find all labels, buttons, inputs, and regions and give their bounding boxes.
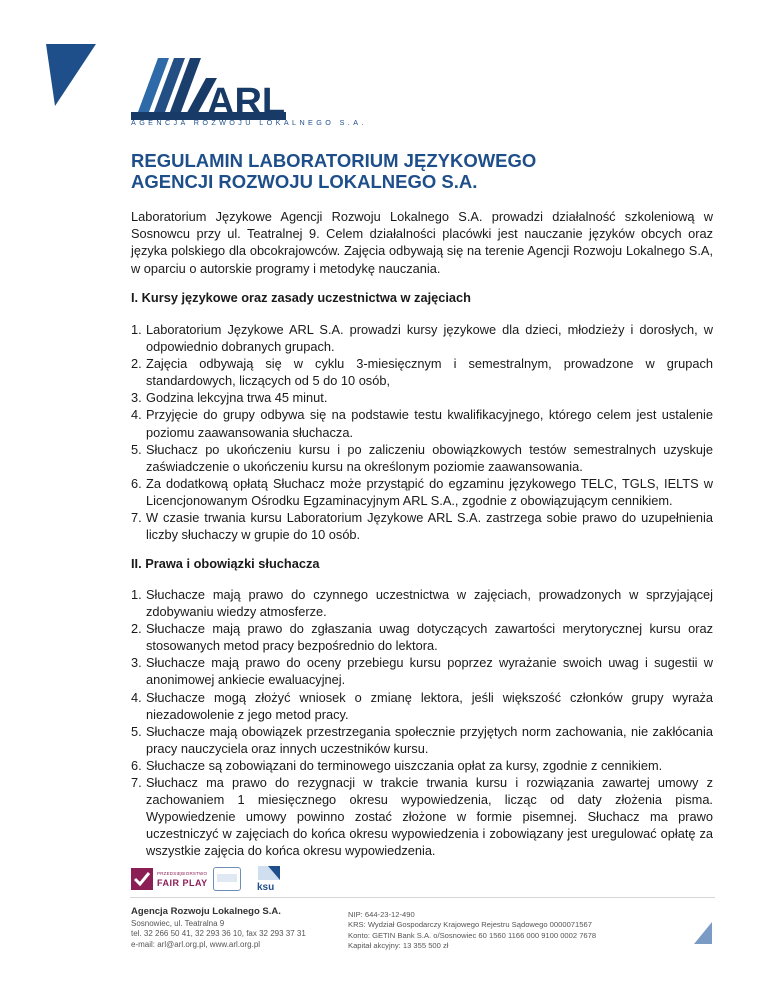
fair-play-label-small: PRZEDSIĘBIORSTWO xyxy=(157,871,208,876)
corner-triangle-decoration xyxy=(46,44,96,106)
list-item: 3. Słuchacze mają prawo do oceny przebiegu kursu poprzez wyrażanie swoich uwag i sugestii w anonimowej ankiecie ewaluacyjnej. xyxy=(131,655,713,688)
list-item: 5. Słuchacz po ukończeniu kursu i po zaliczeniu obowiązkowych testów semestralnych uzyskuje zaświadczenie o ukończeniu kursu na określonym poziomie zaawansowania. xyxy=(131,441,713,474)
list-item: 6. Za dodatkową opłatą Słuchacz może przystąpić do egzaminu językowego TELC, TGLS, IELTS w Licencjonowanym Ośrodku Egzaminacyjnym ARL S.A., zgodnie z obowiązującym cennikiem. xyxy=(131,475,713,508)
corner-triangle-decoration-bottom xyxy=(694,922,712,944)
list-item: 1. Słuchacze mają prawo do czynnego uczestnictwa w zajęciach, prowadzonych w sprzyjającej zdobywaniu wiedzy atmosferze. xyxy=(131,587,713,620)
list-item: 2. Zajęcia odbywają się w cyklu 3-miesięcznym i semestralnym, prowadzone w grupach standardowych, liczących od 5 do 10 osób, xyxy=(131,356,713,389)
logo-tagline: AGENCJA ROZWOJU LOKALNEGO S.A. xyxy=(131,118,367,127)
section-1-heading: I. Kursy językowe oraz zasady uczestnictwa w zajęciach xyxy=(131,290,471,305)
list-item: 3. Godzina lekcyjna trwa 45 minut. xyxy=(131,390,328,406)
list-item: 4. Przyjęcie do grupy odbywa się na podstawie testu kwalifikacyjnego, którego celem jest ustalenie poziomu zaawansowania słuchacza. xyxy=(131,407,713,440)
fair-play-badge xyxy=(131,866,209,892)
list-item: 7. Słuchacz ma prawo do rezygnacji w trakcie trwania kursu i rozwiązania zawartej umowy z zachowaniem 1 miesięcznego okresu wypowiedzenia, licząc od daty złożenia pisma. Wypowiedzenie umowy powinno zostać złożone w formie pisemnej. Słuchacz ma prawo uczestniczyć w zajęciach do końca okresu wypowiedzenia i zobowiązany jest uregulować opłatę za wszystkie zajęcia do końca okresu wypowiedzenia. xyxy=(131,775,713,859)
title-line-2: AGENCJI ROZWOJU LOKALNEGO S.A. xyxy=(131,171,478,192)
fair-play-label: FAIR PLAY xyxy=(157,878,208,888)
footer-bank: Konto: GETIN Bank S.A. o/Sosnowiec 60 1560 1166 000 9100 0002 7678 xyxy=(348,930,597,940)
list-item: 2. Słuchacze mają prawo do zgłaszania uwag dotyczących zawartości merytorycznej kursu oraz stosowanych metod pracy bezpośrednio do lektora. xyxy=(131,621,713,654)
footer-contact xyxy=(131,907,306,950)
list-item: 7. W czasie trwania kursu Laboratorium Językowe ARL S.A. zastrzega sobie prawo do uzupełnienia liczby słuchaczy w grupie do 10 osób. xyxy=(131,510,713,543)
ksu-logo xyxy=(254,864,282,892)
section-2-list xyxy=(131,586,713,860)
certificate-badge xyxy=(213,867,241,891)
list-item: 1. Laboratorium Językowe ARL S.A. prowadzi kursy językowe dla dzieci, młodzieży i dorosłych, w odpowiednio dobranych grupach. xyxy=(131,322,713,355)
footer-krs: KRS: Wydział Gospodarczy Krajowego Rejestru Sądowego 0000071567 xyxy=(348,920,592,930)
footer-registry xyxy=(348,910,596,951)
logo-text: ARL xyxy=(207,81,286,123)
section-2-heading: II. Prawa i obowiązki słuchacza xyxy=(131,556,320,571)
section-1-list xyxy=(131,321,713,543)
footer-nip: NIP: 644-23-12-490 xyxy=(348,910,415,919)
title-line-1: REGULAMIN LABORATORIUM JĘZYKOWEGO xyxy=(131,150,537,171)
list-item: 4. Słuchacze mogą złożyć wniosek o zmianę lektora, jeśli większość członków grupy wyraża niezadowolenie z jego metod pracy. xyxy=(131,689,713,722)
footer-email: e-mail: arl@arl.org.pl, www.arl.org.pl xyxy=(131,939,261,949)
list-item: 5. Słuchacze mają obowiązek przestrzegania społecznie przyjętych norm zachowania, nie zakłócania pracy nauczyciela oraz innych uczestników kursu. xyxy=(131,723,713,756)
list-item: 6. Słuchacze są zobowiązani do terminowego uiszczania opłat za kursy, zgodnie z cennikiem. xyxy=(131,757,663,773)
footer-address: Sosnowiec, ul. Teatralna 9 xyxy=(131,918,225,928)
svg-text:ksu: ksu xyxy=(257,882,275,892)
footer-company: Agencja Rozwoju Lokalnego S.A. xyxy=(131,906,281,917)
footer-capital: Kapitał akcyjny: 13 355 500 zł xyxy=(348,940,449,950)
fair-play-check-icon xyxy=(131,868,153,890)
footer-phones: tel. 32 266 50 41, 32 293 36 10, fax 32 293 37 31 xyxy=(131,929,306,938)
page-title xyxy=(131,150,651,192)
intro-paragraph: Laboratorium Językowe Agencji Rozwoju Lokalnego S.A. prowadzi działalność szkoleniową w Sosnowcu przy ul. Teatralnej 9. Celem działalności placówki jest nauczanie języków obcych oraz języka polskiego dla obcokrajowców. Zajęcia odbywają się na terenie Agencji Rozwoju Lokalnego S.A, w oparciu o autorskie programy i metodykę nauczania. xyxy=(131,209,713,276)
footer-divider xyxy=(130,897,715,898)
